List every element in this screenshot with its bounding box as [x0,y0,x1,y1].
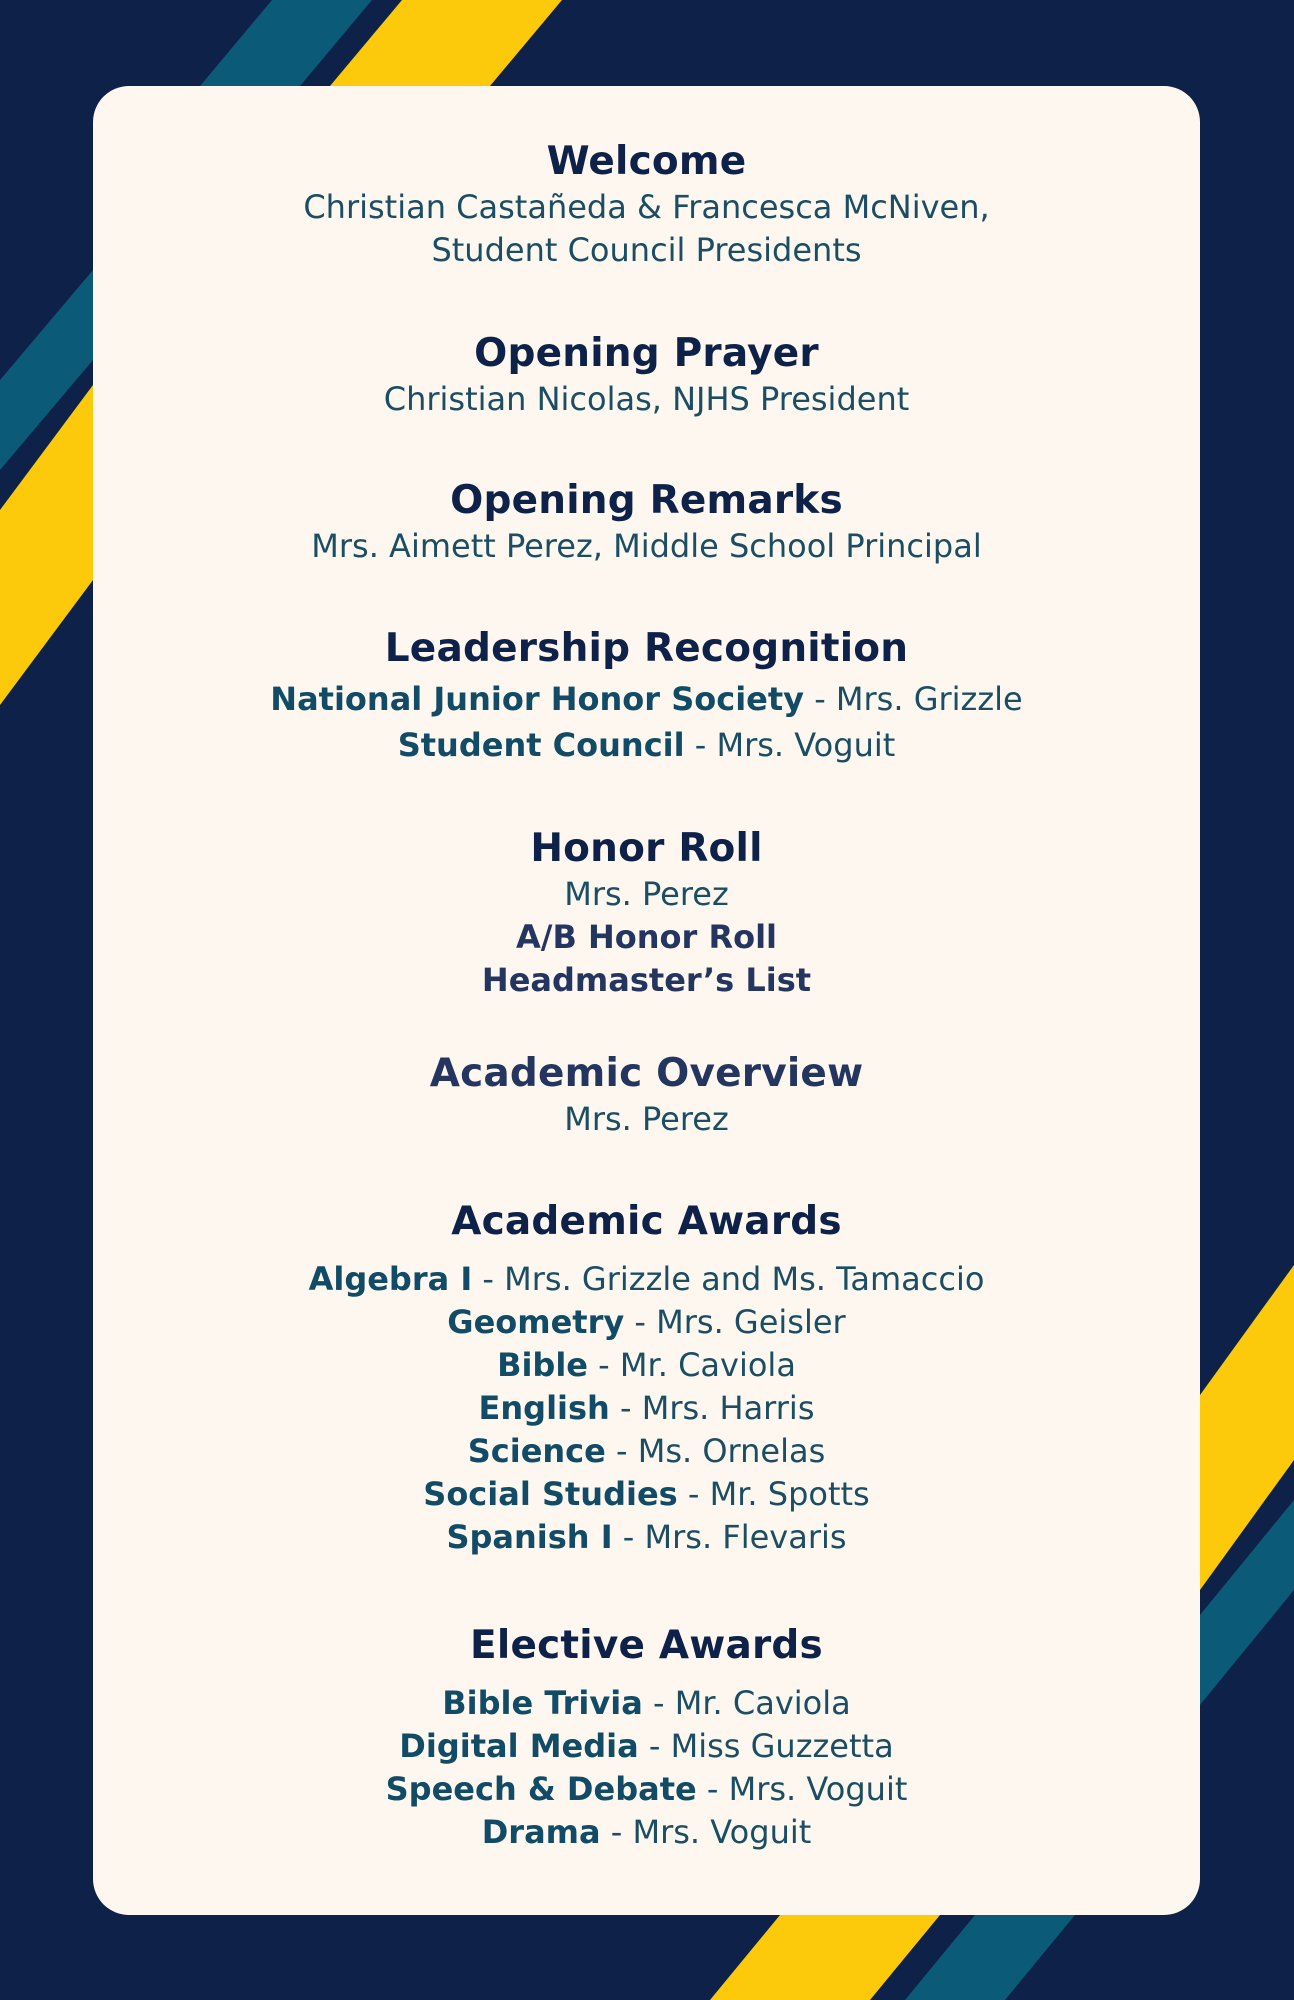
section-title: Welcome [546,139,747,184]
award-label: Social Studies [423,1475,678,1513]
welcome-line-1: Christian Castañeda & Francesca McNiven, [303,188,990,226]
award-presenter: - Mrs. Flevaris [612,1518,847,1556]
section-title: Elective Awards [470,1623,823,1668]
list-item [93,1258,1200,1301]
award-label: Geometry [447,1303,625,1341]
list-item [93,719,1200,771]
award-presenter: - Mrs. Grizzle and Ms. Tamaccio [472,1260,985,1298]
list-item [93,1301,1200,1344]
section-title: Opening Prayer [474,331,819,376]
award-presenter: - Mrs. Voguit [696,1770,908,1808]
award-presenter: - Mrs. Geisler [624,1303,846,1341]
award-label: Bible Trivia [442,1684,643,1722]
award-presenter: - Mrs. Voguit [600,1813,812,1851]
award-label: Drama [481,1813,601,1851]
award-presenter: - Mrs. Voguit [684,726,896,764]
award-presenter: - Mr. Caviola [588,1346,796,1384]
list-item [93,1516,1200,1559]
award-label: National Junior Honor Society [270,680,805,718]
section-title: Opening Remarks [450,478,843,523]
section-title: Honor Roll [530,826,763,871]
stripe-yellow-bottom [710,1915,940,2000]
remarks-line: Mrs. Aimett Perez, Middle School Principal [311,527,982,565]
welcome-line-2: Student Council Presidents [431,231,862,269]
opening-prayer-section [93,330,1200,421]
award-label: Spanish I [446,1518,613,1556]
academic-awards-section [93,1198,1200,1559]
honor-roll-presenter: Mrs. Perez [564,875,729,913]
award-presenter: - Mr. Spotts [677,1475,870,1513]
section-title: Academic Overview [429,1051,864,1096]
list-item [93,1768,1200,1811]
list-item [93,1387,1200,1430]
stripe-teal-bottom [905,1915,1075,2000]
award-label: Algebra I [308,1260,473,1298]
list-item [93,1725,1200,1768]
list-item [93,1811,1200,1854]
award-presenter: - Mrs. Grizzle [804,680,1023,718]
elective-awards-section [93,1622,1200,1854]
award-label: English [478,1389,610,1427]
honor-roll-sub-1: A/B Honor Roll [516,918,777,956]
list-item [93,1430,1200,1473]
prayer-line: Christian Nicolas, NJHS President [383,380,910,418]
award-label: Bible [497,1346,588,1384]
welcome-section [93,138,1200,272]
award-presenter: - Ms. Ornelas [605,1432,826,1470]
academic-overview-section [93,1050,1200,1141]
honor-roll-sub-2: Headmaster’s List [481,961,812,999]
program-card [93,86,1200,1915]
honor-roll-section [93,825,1200,1002]
award-label: Student Council [397,726,685,764]
opening-remarks-section [93,477,1200,568]
award-presenter: - Mrs. Harris [609,1389,815,1427]
section-title: Academic Awards [451,1199,842,1244]
stripe-yellow-top [330,0,562,86]
award-presenter: - Mr. Caviola [642,1684,851,1722]
section-title: Leadership Recognition [384,626,909,671]
list-item [93,1682,1200,1725]
overview-presenter: Mrs. Perez [564,1100,729,1138]
award-label: Speech & Debate [385,1770,697,1808]
award-label: Digital Media [399,1727,639,1765]
award-presenter: - Miss Guzzetta [638,1727,894,1765]
list-item [93,1344,1200,1387]
award-label: Science [467,1432,606,1470]
list-item [93,1473,1200,1516]
leadership-section [93,625,1200,771]
list-item [93,673,1200,725]
